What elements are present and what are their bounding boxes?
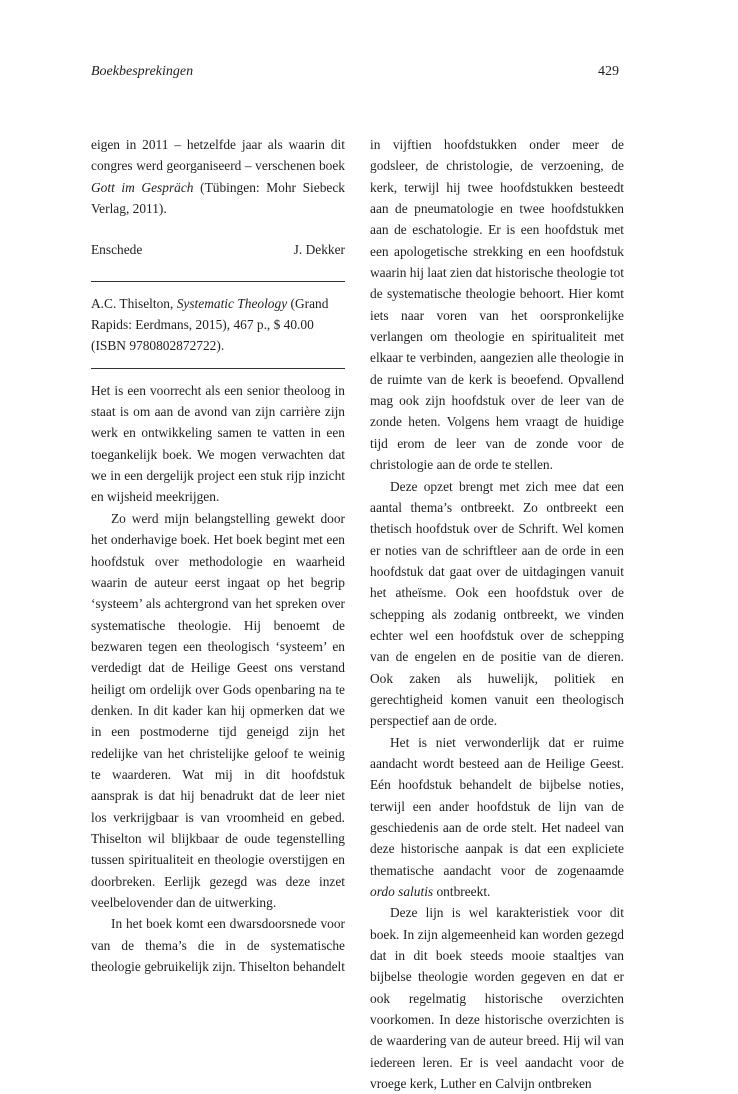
running-header-section: Boekbesprekingen [91,64,194,79]
right-column [370,134,624,1094]
review-paragraph: In het boek komt een dwarsdoorsnede voor van de thema’s die in de systematische theologie gebruikelijk zijn. Thiselton behandelt [91,916,345,975]
book-title-gott-im-gesprach: Gott im Gespräch [91,179,194,195]
review-paragraph: Zo werd mijn belangstelling gewekt door het onderhavige boek. Het boek begint met een hoofdstuk over methodologie en waarheid waarin de auteur eerst ingaat op het begrip ‘systeem’ als achtergrond van het spreken over systematische theologie. Hij benoemt de bezwaren tegen een theologisch ‘systeem’ en verdedigt dat de Heilige Geest ons verstand heiligt om ordelijk over Gods openbaring na te denken. In dit kader kan hij opmerken dat we in een postmoderne tijd geneigd zijn het redelijke van het christelijke geloof te weinig te waarderen. Wat mij in dit hoofdstuk aansprak is dat hij benadrukt dat de leer niet los verkrijgbaar is van vroomheid en gebed. Thiselton wil blijkbaar de oude tegenstelling tussen spiritualiteit en theologie overstijgen en doorbreken. Eerlijk gezegd was deze inzet veelbelovender dan de uitwerking. [91,510,345,910]
book-citation [91,282,345,368]
review-paragraph: Deze opzet brengt met zich mee dat een aantal thema’s ontbreekt. Zo ontbreekt een thetisch hoofdstuk over de Schrift. Wel komen er noties van de schriftleer aan de orde in een hoofdstuk dat gaat over de uitdagingen vanuit het atheïsme. Ook een hoofdstuk over de schepping als zodanig ontbreekt, we vinden echter wel een hoofdstuk over de schepping van de engelen en de positie van de dieren. Ook zaken als huwelijk, politiek en gerechtigheid komen vanuit een theologisch perspectief aan de orde. [370,478,624,729]
previous-review-ending: eigen in 2011 – hetzelfde jaar als waarin dit congres werd georganiseerd – verschenen boek Gott im Gespräch (Tübingen: Mohr Siebeck Verlag, 2011). [91,137,345,217]
page-number: 429 [598,64,619,79]
citation-author: A.C. Thiselton, [91,295,177,311]
review-paragraph: Het is een voorrecht als een senior theoloog in staat is om aan de avond van zijn carrière zijn werk en ontwikkeling samen te vatten in een toegankelijk boek. We mogen verwachten dat we in een dergelijk project een stuk rijp inzicht en wijsheid meekrijgen. [91,382,345,505]
review-paragraph-continued: in vijftien hoofdstukken onder meer de godsleer, de christologie, de verzoening, de kerk, terwijl hij twee hoofdstukken besteedt aan de pneumatologie en twee hoofdstukken aan de eschatologie. Er is een hoofdstuk met een apologetische strekking en een hoofdstuk waarin hij laat zien dat historische theologie tot de systematische theologie behoort. Hier komt iets naar voren van het oorspronkelijke verlangen om theologie en spiritualiteit met elkaar te verbinden, aangezien alle theologie in de ruimte van de kerk is beoefend. Opvallend mag ook zijn hoofdstuk over de leer van de zonde heten. Volgens hem vraagt de huidige tijd erom de leer van de zonde voor de christologie aan de orde te stellen. [370,137,624,473]
review-paragraph: Het is niet verwonderlijk dat er ruime aandacht wordt besteed aan de Heilige Geest. Eén hoofdstuk behandelt de bijbelse noties, terwijl een ander hoofdstuk de lijn van de geschiedenis aan de orde stelt. Het nadeel van deze historische aanpak is dat een expliciete thematische aandacht voor de zogenaamde ordo salutis ontbreekt. [370,734,624,900]
term-ordo-salutis: ordo salutis [370,884,434,900]
divider-rule [91,368,345,369]
signature-reviewer: J. Dekker [293,242,345,258]
review-paragraph: Deze lijn is wel karakteristiek voor dit boek. In zijn algemeenheid kan worden gezegd dat in dit boek steeds mooie staaltjes van bijbelse theologie worden gegeven en dat er ook regelmatig historische overzichten voorkomen. In deze historische overzichten is de waardering van de auteur breed. Hij wil van iedereen leren. Er is veel aandacht voor de vroege kerk, Luther en Calvijn ontbreken [370,905,624,1092]
left-column [91,134,345,977]
citation-title: Systematic Theology [176,295,288,311]
signature-place: Enschede [91,242,143,258]
citation-details: (Grand Rapids: Eerdmans, 2015), 467 p., $ 40.00 (ISBN 9780802872722). [91,295,329,354]
reviewer-signature [91,239,345,260]
